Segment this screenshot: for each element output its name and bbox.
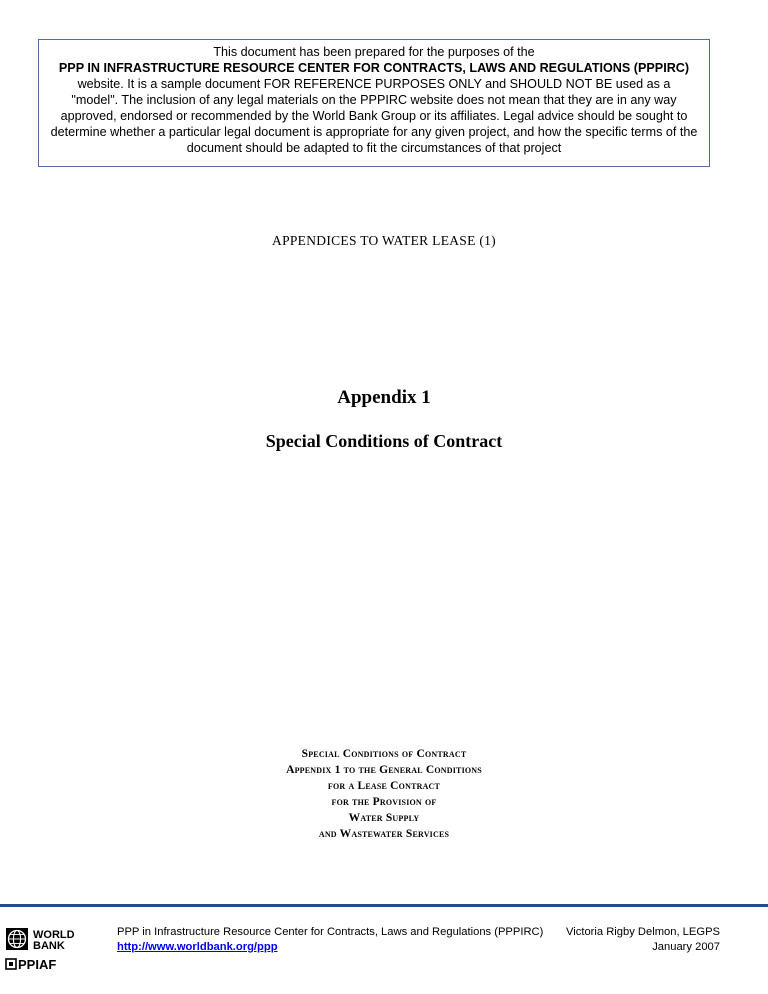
appendix-title: Appendix 1: [337, 387, 431, 408]
disclaimer-line-6: determine whether a particular legal document is appropriate for any given project, and how the specific terms of the: [50, 125, 698, 139]
disclaimer-line-7: document should be adapted to fit the circumstances of that project: [186, 141, 562, 155]
ppiaf-mark-icon: [6, 959, 16, 969]
sc-line-2: Appendix 1 to the General Conditions: [286, 764, 482, 776]
footer-link[interactable]: http://www.worldbank.org/ppp: [117, 941, 278, 953]
sc-line-6: and Wastewater Services: [318, 828, 450, 840]
footer-date: January 2007: [652, 941, 720, 953]
footer-right: [566, 925, 720, 955]
sc-line-4: for the Provision of: [331, 796, 437, 808]
footer-rule: [0, 904, 768, 907]
disclaimer-line-4: "model". The inclusion of any legal materials on the PPPIRC website does not mean that they are in any way: [71, 93, 677, 107]
logo-ppiaf-text: PPIAF: [18, 957, 57, 972]
appendix-subtitle: Special Conditions of Contract: [265, 431, 503, 451]
disclaimer-line-3: website. It is a sample document FOR REFERENCE PURPOSES ONLY and SHOULD NOT BE used as a: [77, 77, 671, 91]
sc-line-1: Special Conditions of Contract: [301, 748, 467, 760]
world-bank-ppiaf-logo: [3, 925, 95, 985]
logo-bank-text: BANK: [33, 940, 65, 952]
sc-line-3: for a Lease Contract: [327, 780, 441, 792]
sc-line-5: Water Supply: [348, 812, 420, 824]
special-conditions-block: [0, 746, 768, 842]
footer-center: [117, 925, 543, 955]
appendices-heading: APPENDICES TO WATER LEASE (1): [272, 233, 496, 248]
logo-world-text: WORLD: [33, 929, 75, 941]
footer-author: Victoria Rigby Delmon, LEGPS: [566, 926, 720, 938]
disclaimer-box: [38, 39, 710, 167]
disclaimer-line-2: PPP IN INFRASTRUCTURE RESOURCE CENTER FOR CONTRACTS, LAWS AND REGULATIONS (PPPIRC): [58, 61, 690, 75]
disclaimer-line-1: This document has been prepared for the purposes of the: [213, 45, 535, 59]
footer-center-title: PPP in Infrastructure Resource Center for Contracts, Laws and Regulations (PPPIRC): [117, 926, 544, 938]
disclaimer-line-5: approved, endorsed or recommended by the World Bank Group or its affiliates. Legal advice should be sought to: [60, 109, 688, 123]
globe-icon: [6, 928, 28, 950]
